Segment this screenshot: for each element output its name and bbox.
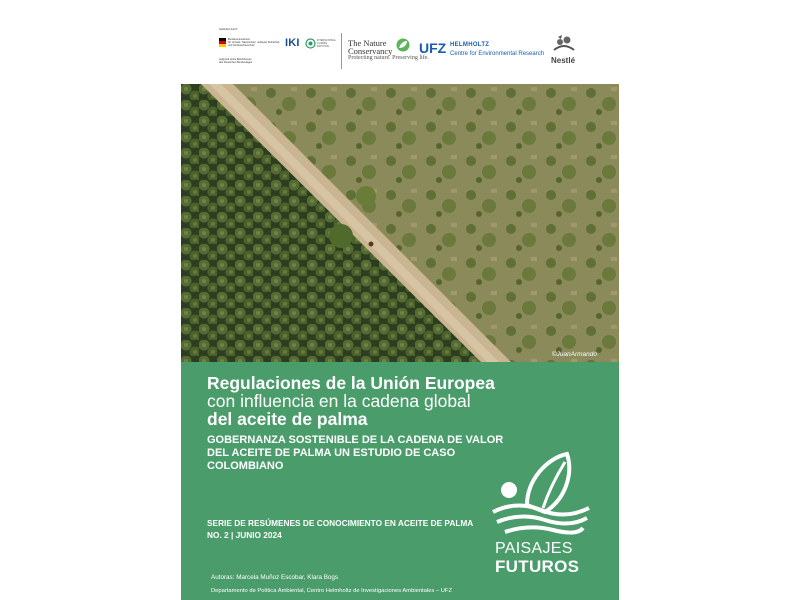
title-line-2: con influencia en la cadena global [207, 391, 471, 411]
ufz-helmholtz: HELMHOLTZ [450, 42, 490, 48]
tnc-line-1: The Nature [348, 38, 387, 48]
partner-logo-strip [181, 0, 619, 84]
report-cover [181, 0, 619, 600]
brand-word-2: FUTUROS [495, 557, 580, 576]
nest-birds-icon [552, 34, 576, 54]
title-line-3: del aceite de palma [207, 409, 368, 429]
series-number-date: NO. 2 | JUNIO 2024 [207, 530, 282, 540]
photo-credit: ©JuanArmando [551, 351, 597, 358]
authors: Autoras: Marcela Muñoz Escobar, Klara Bogs [211, 574, 339, 581]
tnc-line-2: Conservancy [348, 46, 393, 56]
bmu-line-3: und Verbraucherschutz [228, 44, 255, 48]
landscape-leaf-icon [487, 450, 595, 540]
aerial-photo [181, 84, 619, 362]
bmu-basis [219, 58, 252, 64]
iki-name [317, 39, 343, 48]
bmu-basis-line-2: des Deutschen Bundestages [219, 61, 253, 65]
bmu-name [228, 38, 284, 48]
iki-logo [285, 36, 341, 52]
bmu-basis-line-1: aufgrund eines Beschlusses [219, 58, 252, 61]
series-name: SERIE DE RESÚMENES DE CONOCIMIENTO EN ACEITE DE PALMA [207, 518, 474, 528]
iki-line-2: CLIMATE [317, 42, 328, 45]
bmu-supported-by: Gefördert durch: [219, 28, 238, 31]
title-line-1: Regulaciones de la Unión Europea [207, 373, 495, 393]
ufz-centre: Centre for Environmental Research [450, 51, 545, 57]
ufz-acronym: UFZ [419, 40, 447, 56]
iki-acronym: IKI [285, 37, 300, 49]
paisajes-futuros-logo [487, 450, 595, 574]
tnc-logo [348, 38, 429, 64]
nestle-wordmark: Nestlé [551, 56, 576, 65]
bmu-logo [219, 28, 283, 68]
nestle-logo [547, 34, 581, 66]
bmu-line-2: für Umwelt, Naturschutz, nukleare Sicherheit [228, 41, 280, 45]
iki-line-1: INTERNATIONAL [317, 39, 336, 42]
brand-word-1: PAISAJES [495, 540, 573, 557]
title-panel [181, 362, 619, 600]
iki-globe-icon [305, 38, 316, 49]
aerial-photo-image [181, 84, 619, 362]
department: Departamento de Política Ambiental, Centro Helmholtz de Investigaciones Ambientales – UFZ [211, 588, 453, 594]
report-title [207, 374, 567, 428]
iki-line-3: INITIATIVE [317, 45, 329, 48]
logo-divider [341, 33, 342, 69]
tnc-leaf-icon [396, 38, 410, 52]
report-subtitle: GOBERNANZA SOSTENIBLE DE LA CADENA DE VALOR DEL ACEITE DE PALMA UN ESTUDIO DE CASO COLOMBIANO [207, 434, 504, 472]
bmu-line-1: Bundesministerium [228, 38, 251, 41]
series-info [207, 517, 507, 541]
tnc-tagline: Protecting nature. Preserving life. [348, 55, 429, 61]
ufz-logo [419, 40, 545, 62]
federal-eagle-icon [219, 38, 226, 47]
